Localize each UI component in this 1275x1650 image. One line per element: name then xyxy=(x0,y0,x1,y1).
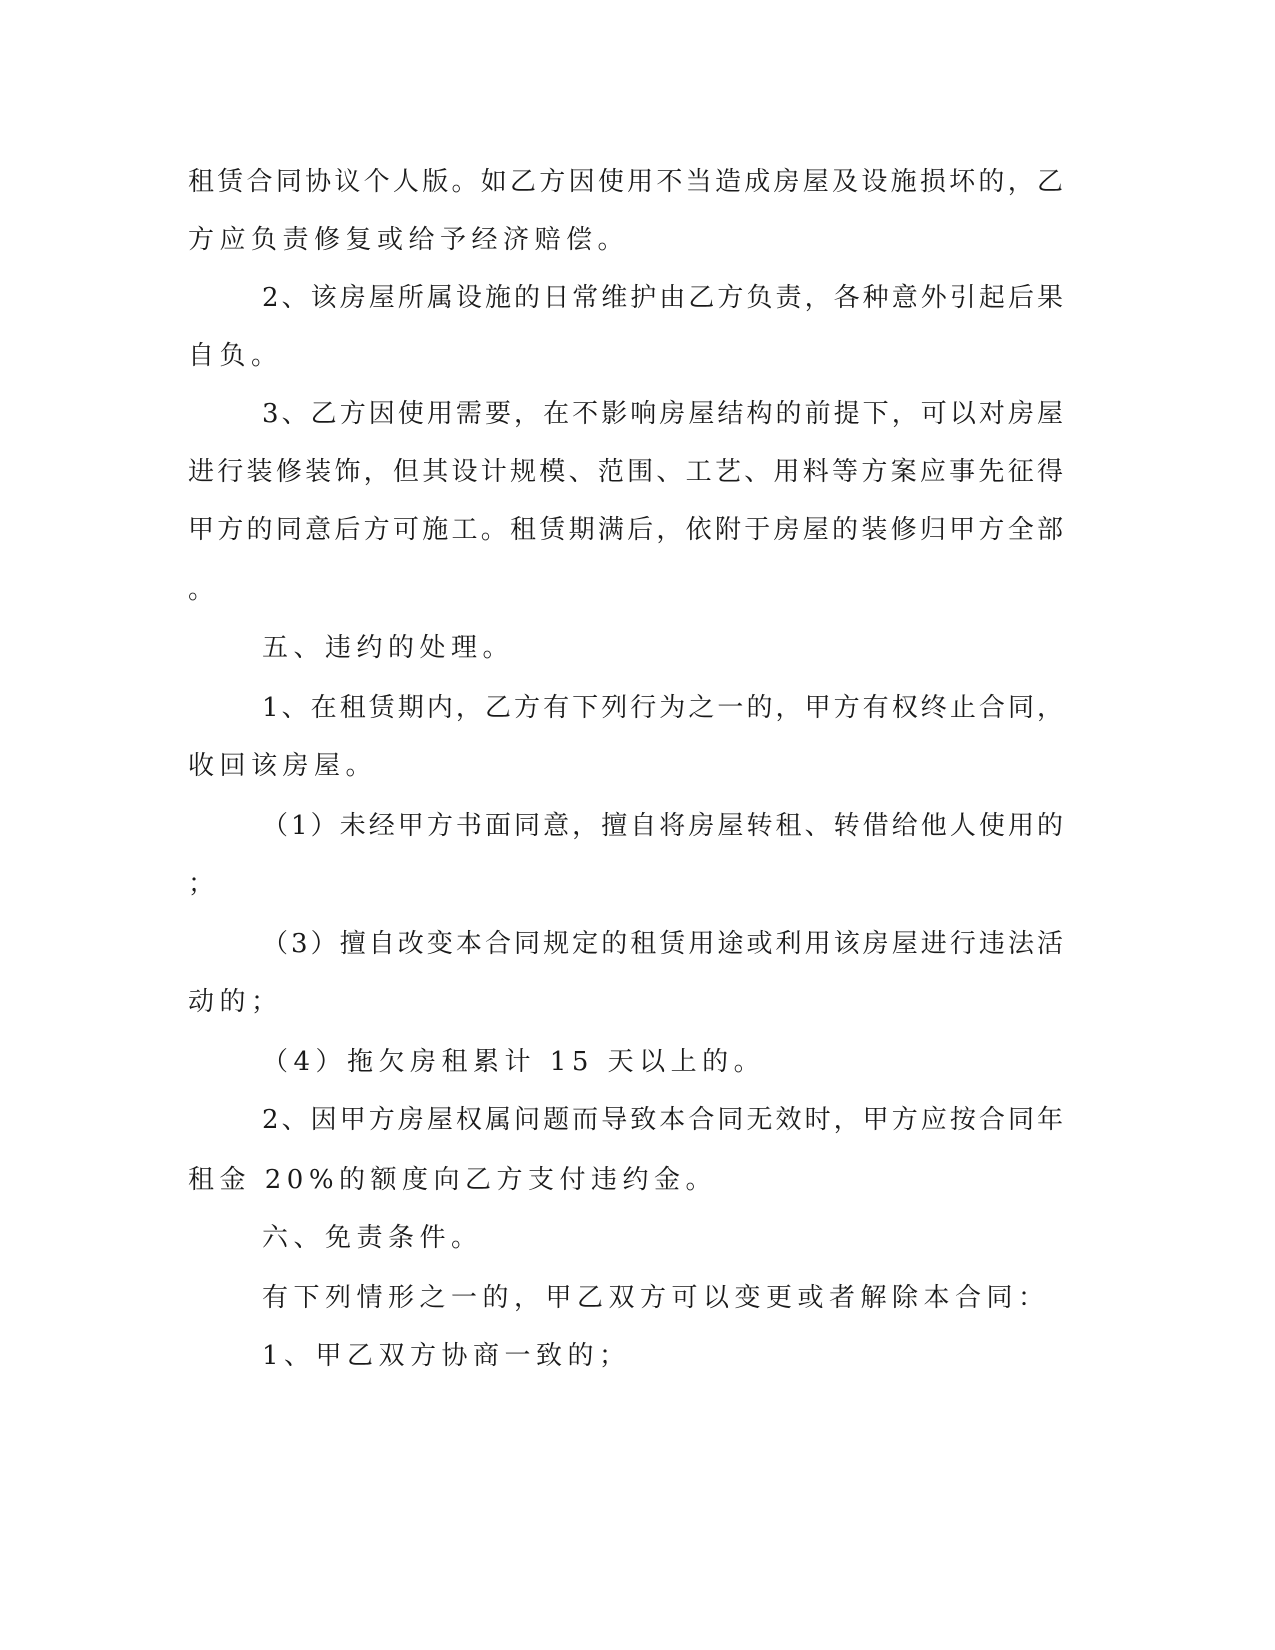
text-line: 方应负责修复或给予经济赔偿。 xyxy=(188,225,630,255)
text-line: 租赁合同协议个人版。如乙方因使用不当造成房屋及设施损坏的，乙 xyxy=(188,167,1063,197)
section-heading: 五、违约的处理。 xyxy=(262,633,515,663)
section-heading: 六、免责条件。 xyxy=(262,1223,483,1253)
text-line: 甲方的同意后方可施工。租赁期满后，依附于房屋的装修归甲方全部 xyxy=(188,515,1063,545)
text-line: 1、在租赁期内，乙方有下列行为之一的，甲方有权终止合同， xyxy=(262,693,1063,723)
text-line: 有下列情形之一的，甲乙双方可以变更或者解除本合同： xyxy=(262,1283,1050,1313)
text-line: 。 xyxy=(188,575,220,605)
text-line: （1）未经甲方书面同意，擅自将房屋转租、转借给他人使用的 xyxy=(262,811,1063,841)
text-line: 租金 20%的额度向乙方支付违约金。 xyxy=(188,1165,718,1195)
text-line: 1、甲乙双方协商一致的； xyxy=(262,1341,631,1371)
text-line: （4）拖欠房租累计 15 天以上的。 xyxy=(262,1047,766,1077)
text-line: 动的； xyxy=(188,987,283,1017)
text-line: 3、乙方因使用需要，在不影响房屋结构的前提下，可以对房屋 xyxy=(262,399,1063,429)
text-line: （3）擅自改变本合同规定的租赁用途或利用该房屋进行违法活 xyxy=(262,929,1063,959)
text-line: ； xyxy=(188,869,220,899)
text-line: 自负。 xyxy=(188,341,283,371)
text-line: 2、因甲方房屋权属问题而导致本合同无效时，甲方应按合同年 xyxy=(262,1105,1063,1135)
text-line: 收回该房屋。 xyxy=(188,751,378,781)
text-line: 进行装修装饰，但其设计规模、范围、工艺、用料等方案应事先征得 xyxy=(188,457,1063,487)
text-line: 2、该房屋所属设施的日常维护由乙方负责，各种意外引起后果 xyxy=(262,283,1063,313)
